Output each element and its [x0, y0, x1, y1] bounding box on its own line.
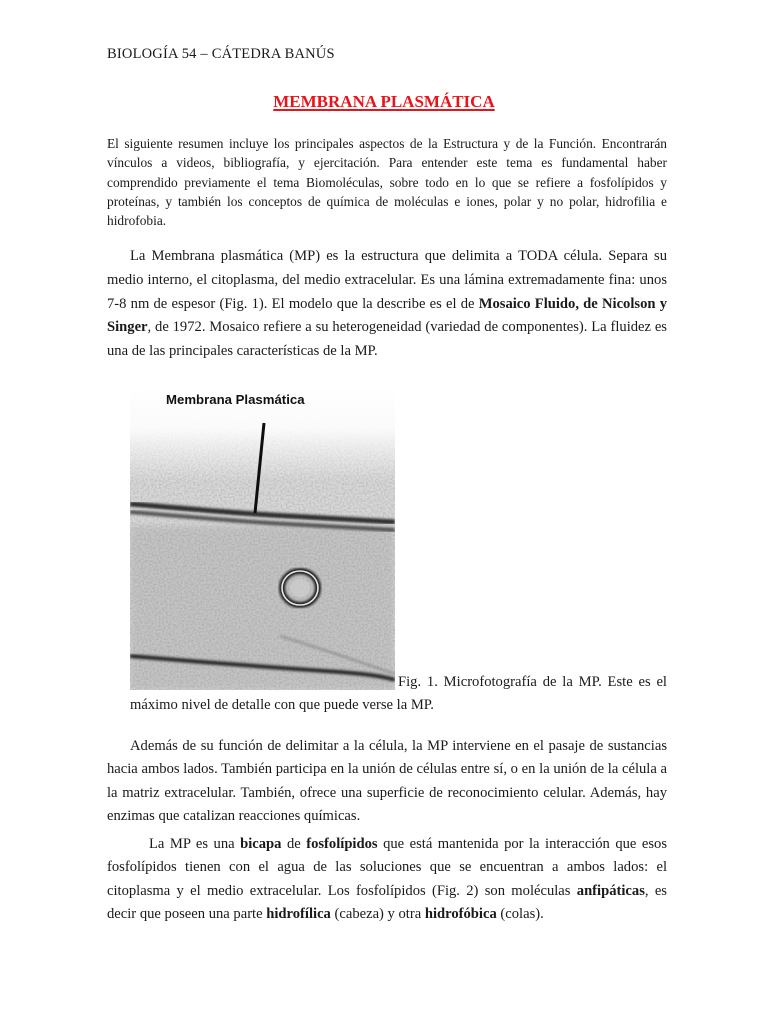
intro-paragraph: El siguiente resumen incluye los principales aspectos de la Estructura y de la Función. Encontrarán vínculos a videos, bibliografía, y ejercitación. Para entender este tema es fundamental haber comprendido previamente el tema Biomoléculas, sobre todo en lo que se refiere a fosfolípidos y proteínas, y también los conceptos de química de moléculas e iones, polar y no polar, hidrofilia e hidrofobia.: [107, 136, 667, 229]
bilayer-bold-1: bicapa: [240, 836, 282, 852]
micrograph-label: Membrana Plasmática: [166, 392, 305, 407]
bilayer-text-4: , es decir que poseen una parte: [107, 882, 667, 922]
bilayer-bold-4: hidrofílica: [266, 905, 331, 922]
bilayer-text-5: (cabeza) y otra: [330, 905, 425, 922]
bilayer-bold-2: fosfolípidos: [306, 836, 378, 852]
definition-text-a: La Membrana plasmática (MP) es la estructura que delimita a TODA célula. Separa su medio interno, el citoplasma, del medio extracelular. Es una lámina extremadamente fina: unos 7-8 nm de espesor (Fig. 1). El modelo que la describe es el de: [107, 248, 667, 312]
bilayer-text-6: (colas).: [496, 905, 544, 922]
document-title: MEMBRANA PLASMÁTICA: [273, 92, 495, 111]
bilayer-text-3: que está mantenida por la interacción que esos fosfolípidos tienen con el agua de las soluciones que se encuentran a ambos lados: el citoplasma y el medio extracelular. Los fosfolípidos (Fig. 2) son moléculas: [107, 836, 668, 899]
model-name-bold: Mosaico Fluido, de Nicolson y Singer: [107, 295, 667, 336]
document-header: BIOLOGÍA 54 – CÁTEDRA BANÚS: [107, 46, 335, 62]
micrograph-image: [130, 386, 395, 690]
definition-paragraph: [107, 245, 667, 364]
bilayer-text-2: de: [281, 836, 307, 852]
function-paragraph: Además de su función de delimitar a la célula, la MP interviene en el pasaje de sustancias hacia ambos lados. También participa en la unión de células entre sí, o en la unión de la célula a la matriz extracelular. También, ofrece una superficie de reconocimiento celular. Además, hay enzimas que catalizan reacciones químicas.: [107, 738, 667, 824]
bilayer-text-1: La MP es una: [149, 836, 241, 852]
definition-text-c: , de 1972. Mosaico refiere a su heterogeneidad (variedad de componentes). La fluidez es una de las principales características de la MP.: [107, 319, 667, 360]
bilayer-bold-5: hidrofóbica: [424, 905, 497, 922]
bilayer-bold-3: anfipáticas: [576, 882, 645, 899]
figure-caption: Fig. 1. Microfotografía de la MP. Este es el máximo nivel de detalle con que puede verse la MP.: [130, 674, 667, 713]
membrane-micrograph-figure: [130, 386, 395, 690]
bilayer-paragraph: [107, 833, 667, 926]
